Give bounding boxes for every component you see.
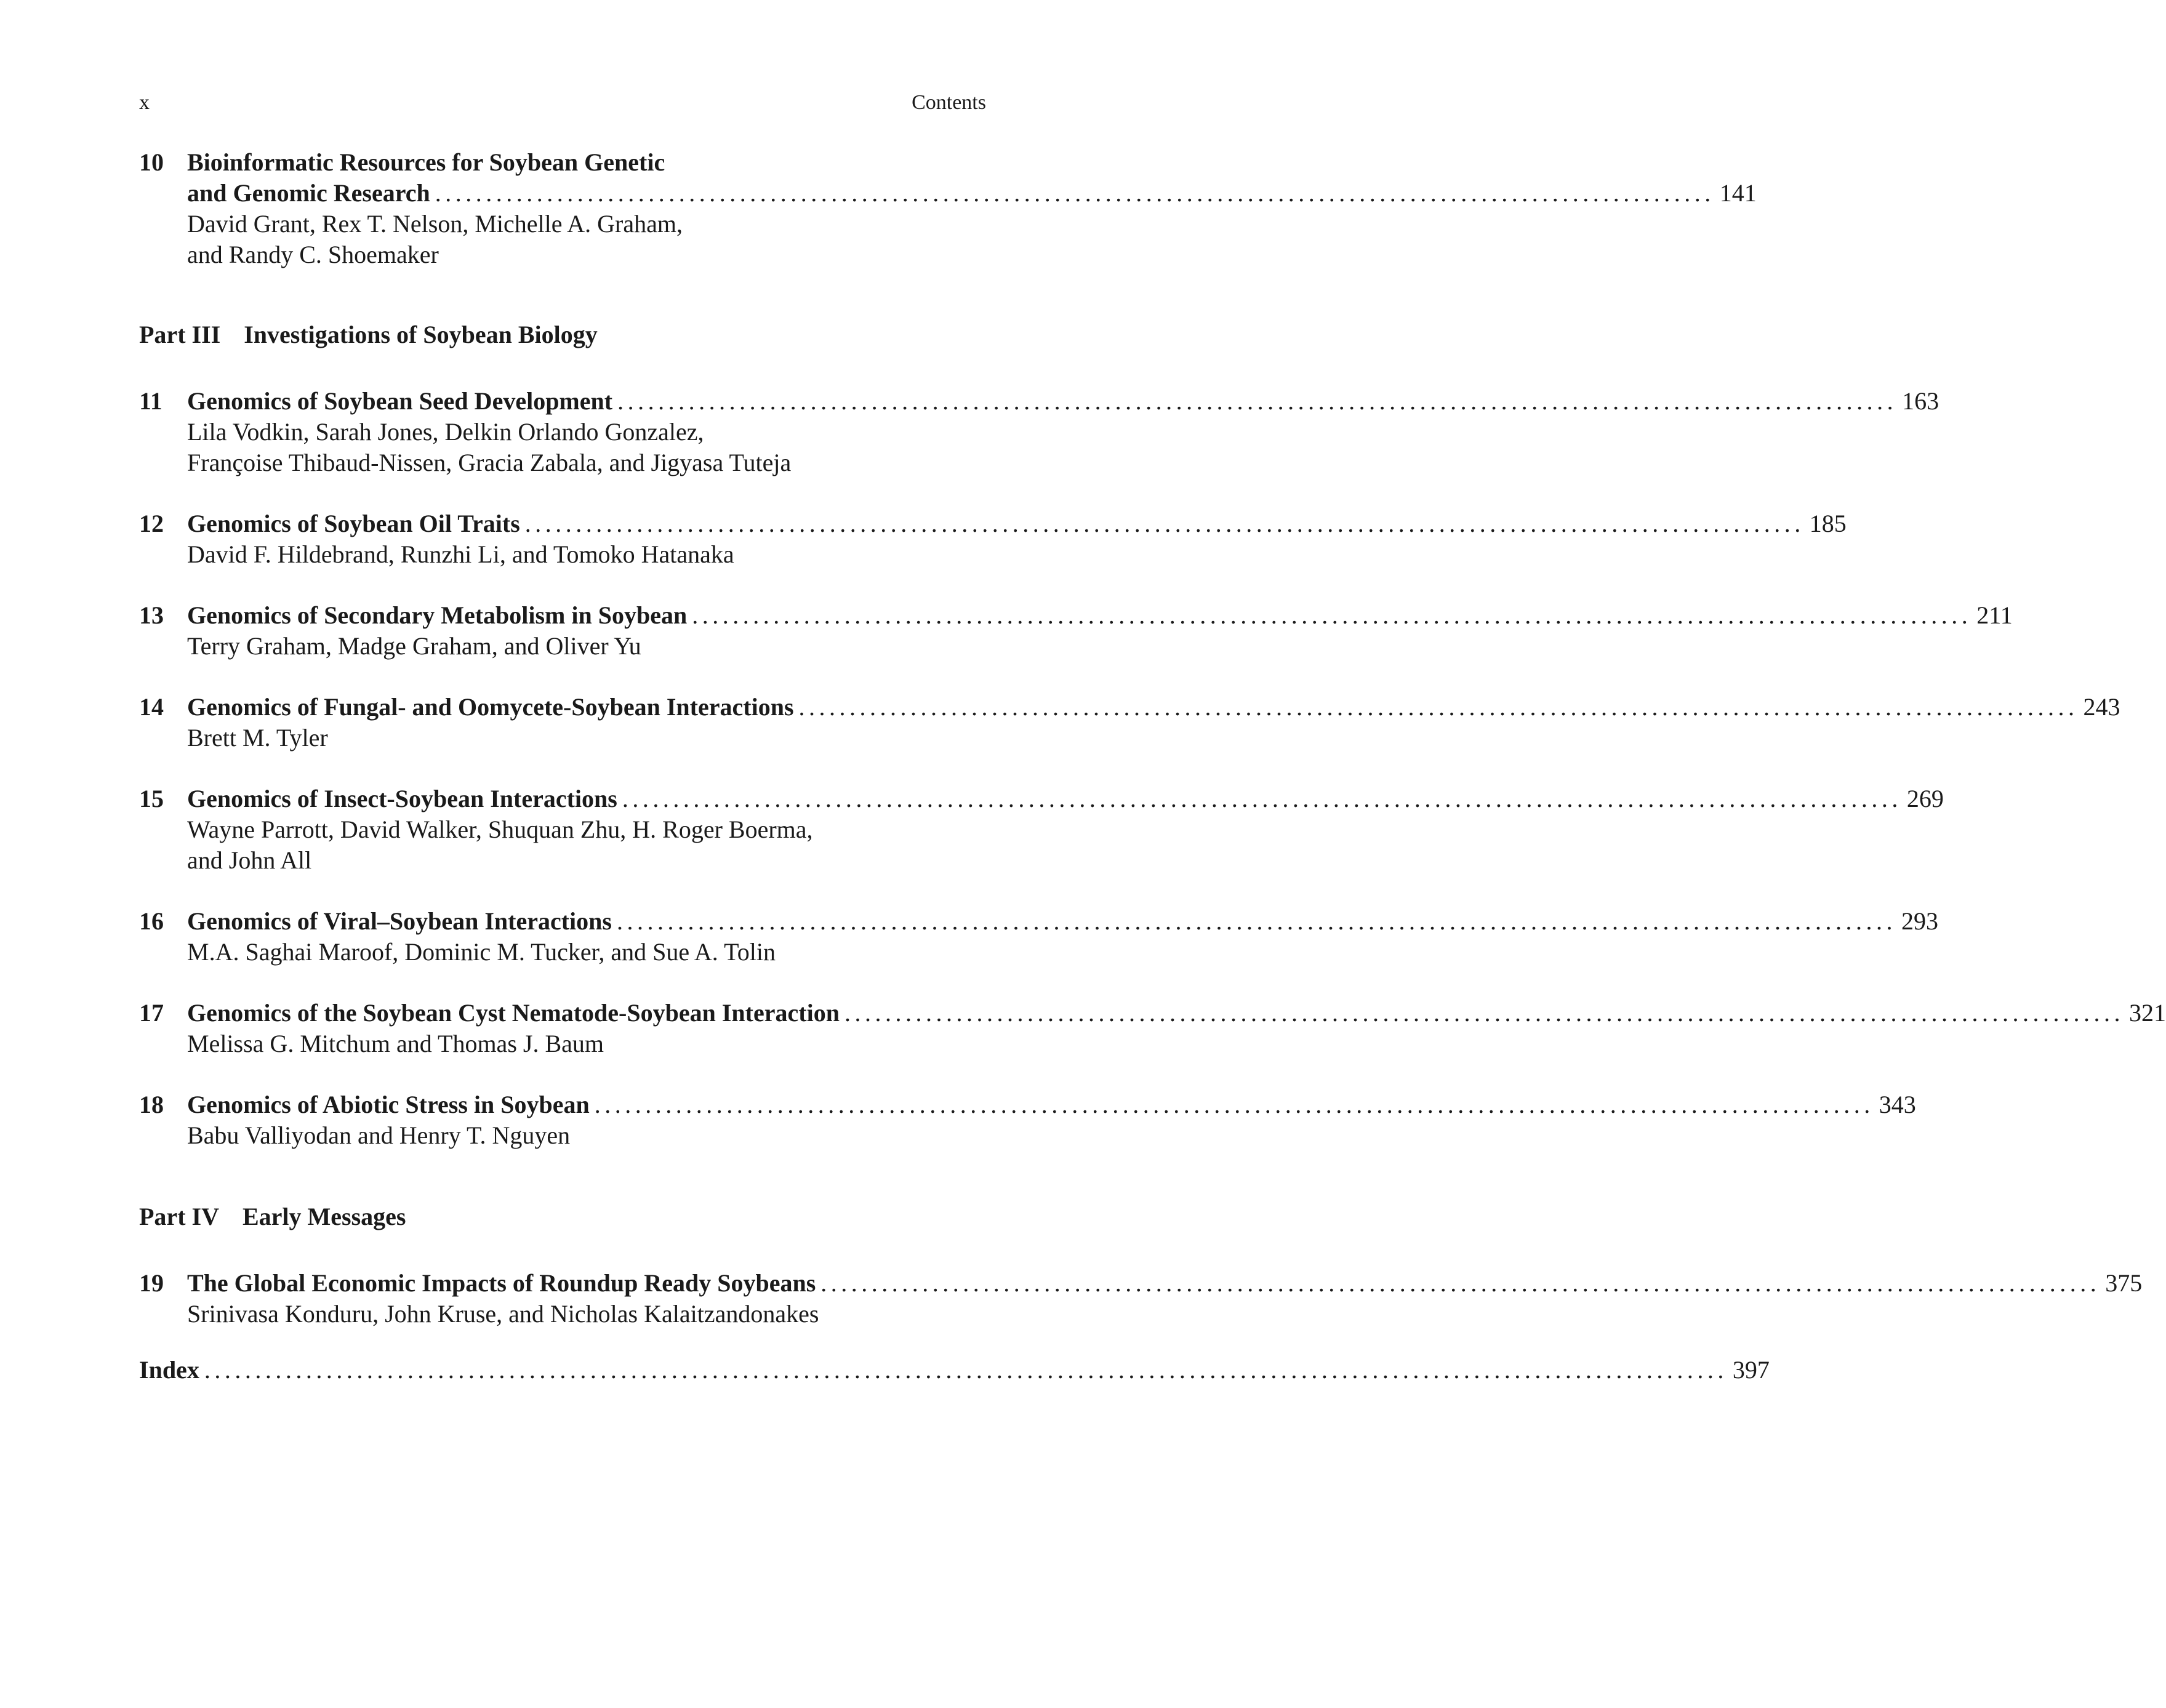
page-number: 269 bbox=[1906, 785, 1944, 812]
dot-leader: .............................................................................................................................. bbox=[435, 179, 1715, 207]
dot-leader: .............................................................................................................................. bbox=[820, 1269, 2101, 1297]
chapter-authors: David F. Hildebrand, Runzhi Li, and Tomoko Hatanaka bbox=[187, 540, 734, 568]
page-number: 293 bbox=[1901, 907, 1938, 935]
toc-entry-title[interactable] bbox=[139, 783, 1944, 815]
running-head bbox=[139, 89, 986, 117]
toc-entry-title[interactable] bbox=[139, 1089, 1916, 1121]
chapter-number: 13 bbox=[139, 601, 164, 629]
dot-leader: ...................................................................................................................................................... bbox=[204, 1356, 1728, 1384]
chapter-number: 14 bbox=[139, 693, 164, 721]
index-label: Index bbox=[139, 1356, 199, 1384]
part-label: Part IV bbox=[139, 1203, 219, 1230]
dot-leader: .............................................................................................................................. bbox=[524, 510, 1805, 537]
part-heading bbox=[139, 1201, 406, 1233]
dot-leader: .............................................................................................................................. bbox=[692, 601, 1972, 629]
page-number: 375 bbox=[2105, 1269, 2143, 1297]
chapter-authors: M.A. Saghai Maroof, Dominic M. Tucker, and Sue A. Tolin bbox=[187, 938, 776, 966]
page-number: 141 bbox=[1719, 179, 1757, 207]
part-heading bbox=[139, 319, 598, 351]
chapter-number: 11 bbox=[139, 387, 162, 415]
chapter-authors: Brett M. Tyler bbox=[187, 724, 328, 752]
dot-leader: .............................................................................................................................. bbox=[844, 999, 2124, 1027]
chapter-title: Genomics of the Soybean Cyst Nematode-Soybean Interaction bbox=[187, 999, 840, 1027]
chapter-title: Genomics of Soybean Oil Traits bbox=[187, 510, 520, 537]
toc-entry-title[interactable] bbox=[139, 997, 2166, 1029]
dot-leader: .............................................................................................................................. bbox=[617, 387, 1898, 415]
toc-entry-title[interactable] bbox=[139, 599, 2013, 631]
chapter-title: Genomics of Insect-Soybean Interactions bbox=[187, 785, 617, 812]
toc-entry-title[interactable] bbox=[139, 905, 1938, 937]
page-number: 321 bbox=[2128, 999, 2166, 1027]
chapter-authors: Françoise Thibaud-Nissen, Gracia Zabala, and Jigyasa Tuteja bbox=[187, 449, 792, 476]
chapter-number: 17 bbox=[139, 999, 164, 1027]
chapter-authors: Lila Vodkin, Sarah Jones, Delkin Orlando Gonzalez, bbox=[187, 418, 704, 446]
chapter-number: 16 bbox=[139, 907, 164, 935]
chapter-number: 18 bbox=[139, 1091, 164, 1118]
chapter-authors: Wayne Parrott, David Walker, Shuquan Zhu, H. Roger Boerma, bbox=[187, 816, 813, 843]
toc-entry-title-cont[interactable] bbox=[139, 177, 1757, 209]
toc-entry-title[interactable] bbox=[139, 1267, 2143, 1299]
toc-index-entry[interactable] bbox=[139, 1354, 1770, 1386]
page-number: 397 bbox=[1732, 1356, 1770, 1384]
page-number: 185 bbox=[1809, 510, 1847, 537]
chapter-title: Genomics of Viral–Soybean Interactions bbox=[187, 907, 612, 935]
chapter-title: Genomics of Secondary Metabolism in Soybean bbox=[187, 601, 688, 629]
toc-entry-title[interactable] bbox=[139, 691, 2120, 723]
toc-entry-title[interactable] bbox=[139, 146, 986, 178]
toc-entry-title[interactable] bbox=[139, 385, 1939, 417]
chapter-title: Genomics of Soybean Seed Development bbox=[187, 387, 613, 415]
chapter-title: Genomics of Abiotic Stress in Soybean bbox=[187, 1091, 590, 1118]
page-number: 243 bbox=[2083, 693, 2120, 721]
chapter-authors: Terry Graham, Madge Graham, and Oliver Yu bbox=[187, 632, 641, 660]
chapter-authors: Melissa G. Mitchum and Thomas J. Baum bbox=[187, 1030, 604, 1057]
chapter-authors: and Randy C. Shoemaker bbox=[187, 241, 439, 268]
part-title: Investigations of Soybean Biology bbox=[244, 321, 598, 348]
page-number: 211 bbox=[1976, 601, 2013, 629]
chapter-title: Genomics of Fungal- and Oomycete-Soybean Interactions bbox=[187, 693, 794, 721]
chapter-authors: Srinivasa Konduru, John Kruse, and Nicholas Kalaitzandonakes bbox=[187, 1300, 819, 1328]
dot-leader: .............................................................................................................................. bbox=[798, 693, 2079, 721]
running-title: Contents bbox=[912, 91, 986, 114]
chapter-title: and Genomic Research bbox=[187, 179, 430, 207]
page-number: 163 bbox=[1902, 387, 1939, 415]
chapter-number: 12 bbox=[139, 510, 164, 537]
chapter-title: The Global Economic Impacts of Roundup Ready Soybeans bbox=[187, 1269, 816, 1297]
chapter-authors: David Grant, Rex T. Nelson, Michelle A. Graham, bbox=[187, 210, 683, 238]
part-title: Early Messages bbox=[242, 1203, 406, 1230]
dot-leader: .............................................................................................................................. bbox=[622, 785, 1902, 812]
dot-leader: .............................................................................................................................. bbox=[616, 907, 1896, 935]
toc-entry-title[interactable] bbox=[139, 508, 1847, 540]
page-number: 343 bbox=[1879, 1091, 1916, 1118]
part-label: Part III bbox=[139, 321, 221, 348]
dot-leader: .............................................................................................................................. bbox=[594, 1091, 1874, 1118]
chapter-number: 19 bbox=[139, 1269, 164, 1297]
chapter-number: 10 bbox=[139, 148, 164, 176]
chapter-number: 15 bbox=[139, 785, 164, 812]
page-folio: x bbox=[139, 91, 150, 114]
chapter-authors: Babu Valliyodan and Henry T. Nguyen bbox=[187, 1121, 571, 1149]
chapter-title: Bioinformatic Resources for Soybean Genetic bbox=[187, 148, 665, 176]
chapter-authors: and John All bbox=[187, 846, 312, 874]
